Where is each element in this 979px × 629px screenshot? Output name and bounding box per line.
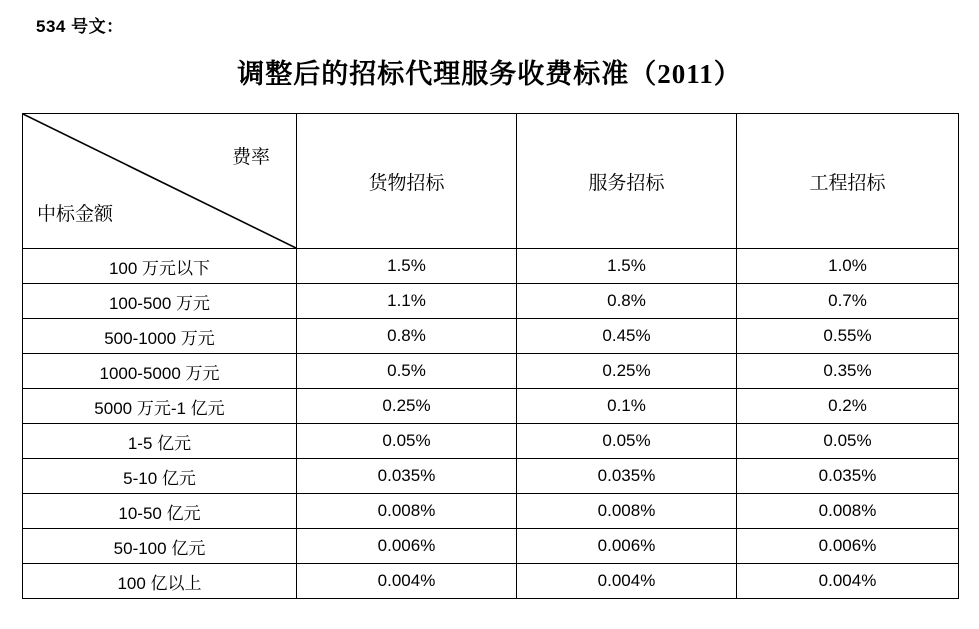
- cell-service: 0.004%: [517, 564, 737, 599]
- cell-service: 1.5%: [517, 249, 737, 284]
- cell-engineering: 0.035%: [737, 459, 959, 494]
- cell-goods: 0.05%: [297, 424, 517, 459]
- table-row: [23, 529, 959, 564]
- cell-engineering: 0.2%: [737, 389, 959, 424]
- cell-goods: 0.8%: [297, 319, 517, 354]
- cell-goods: 0.25%: [297, 389, 517, 424]
- row-label: 10-50 亿元: [23, 494, 297, 529]
- column-header-goods: 货物招标: [297, 114, 517, 249]
- cell-goods: 0.006%: [297, 529, 517, 564]
- cell-goods: 0.008%: [297, 494, 517, 529]
- table-row: [23, 249, 959, 284]
- cell-goods: 1.1%: [297, 284, 517, 319]
- table-row: [23, 424, 959, 459]
- cell-service: 0.05%: [517, 424, 737, 459]
- cell-service: 0.1%: [517, 389, 737, 424]
- column-header-engineering: 工程招标: [737, 114, 959, 249]
- row-label: 1000-5000 万元: [23, 354, 297, 389]
- row-label: 100-500 万元: [23, 284, 297, 319]
- corner-amount-label: 中标金额: [37, 204, 114, 225]
- cell-engineering: 0.05%: [737, 424, 959, 459]
- cell-service: 0.8%: [517, 284, 737, 319]
- table-corner-cell: [23, 114, 297, 249]
- corner-rate-label: 费率: [231, 147, 270, 168]
- row-label: 1-5 亿元: [23, 424, 297, 459]
- row-label: 5-10 亿元: [23, 459, 297, 494]
- cell-engineering: 0.35%: [737, 354, 959, 389]
- row-label: 100 亿以上: [23, 564, 297, 599]
- table-header-row: [23, 114, 959, 249]
- page-title: 调整后的招标代理服务收费标准（2011）: [237, 59, 742, 89]
- cell-goods: 0.004%: [297, 564, 517, 599]
- document-note: 534 号文：: [36, 17, 124, 36]
- cell-service: 0.006%: [517, 529, 737, 564]
- fee-table-container: [22, 113, 958, 599]
- table-row: [23, 459, 959, 494]
- row-label: 50-100 亿元: [23, 529, 297, 564]
- cell-engineering: 0.004%: [737, 564, 959, 599]
- cell-goods: 1.5%: [297, 249, 517, 284]
- cell-engineering: 0.55%: [737, 319, 959, 354]
- cell-goods: 0.5%: [297, 354, 517, 389]
- table-row: [23, 354, 959, 389]
- table-row: [23, 494, 959, 529]
- row-label: 500-1000 万元: [23, 319, 297, 354]
- table-row: [23, 319, 959, 354]
- fee-table: [22, 113, 959, 599]
- row-label: 100 万元以下: [23, 249, 297, 284]
- diagonal-divider-icon: [23, 114, 296, 248]
- column-header-service: 服务招标: [517, 114, 737, 249]
- cell-engineering: 1.0%: [737, 249, 959, 284]
- cell-service: 0.25%: [517, 354, 737, 389]
- table-row: [23, 284, 959, 319]
- cell-service: 0.008%: [517, 494, 737, 529]
- table-row: [23, 564, 959, 599]
- cell-engineering: 0.006%: [737, 529, 959, 564]
- cell-service: 0.45%: [517, 319, 737, 354]
- cell-service: 0.035%: [517, 459, 737, 494]
- table-row: [23, 389, 959, 424]
- cell-engineering: 0.7%: [737, 284, 959, 319]
- cell-goods: 0.035%: [297, 459, 517, 494]
- cell-engineering: 0.008%: [737, 494, 959, 529]
- row-label: 5000 万元-1 亿元: [23, 389, 297, 424]
